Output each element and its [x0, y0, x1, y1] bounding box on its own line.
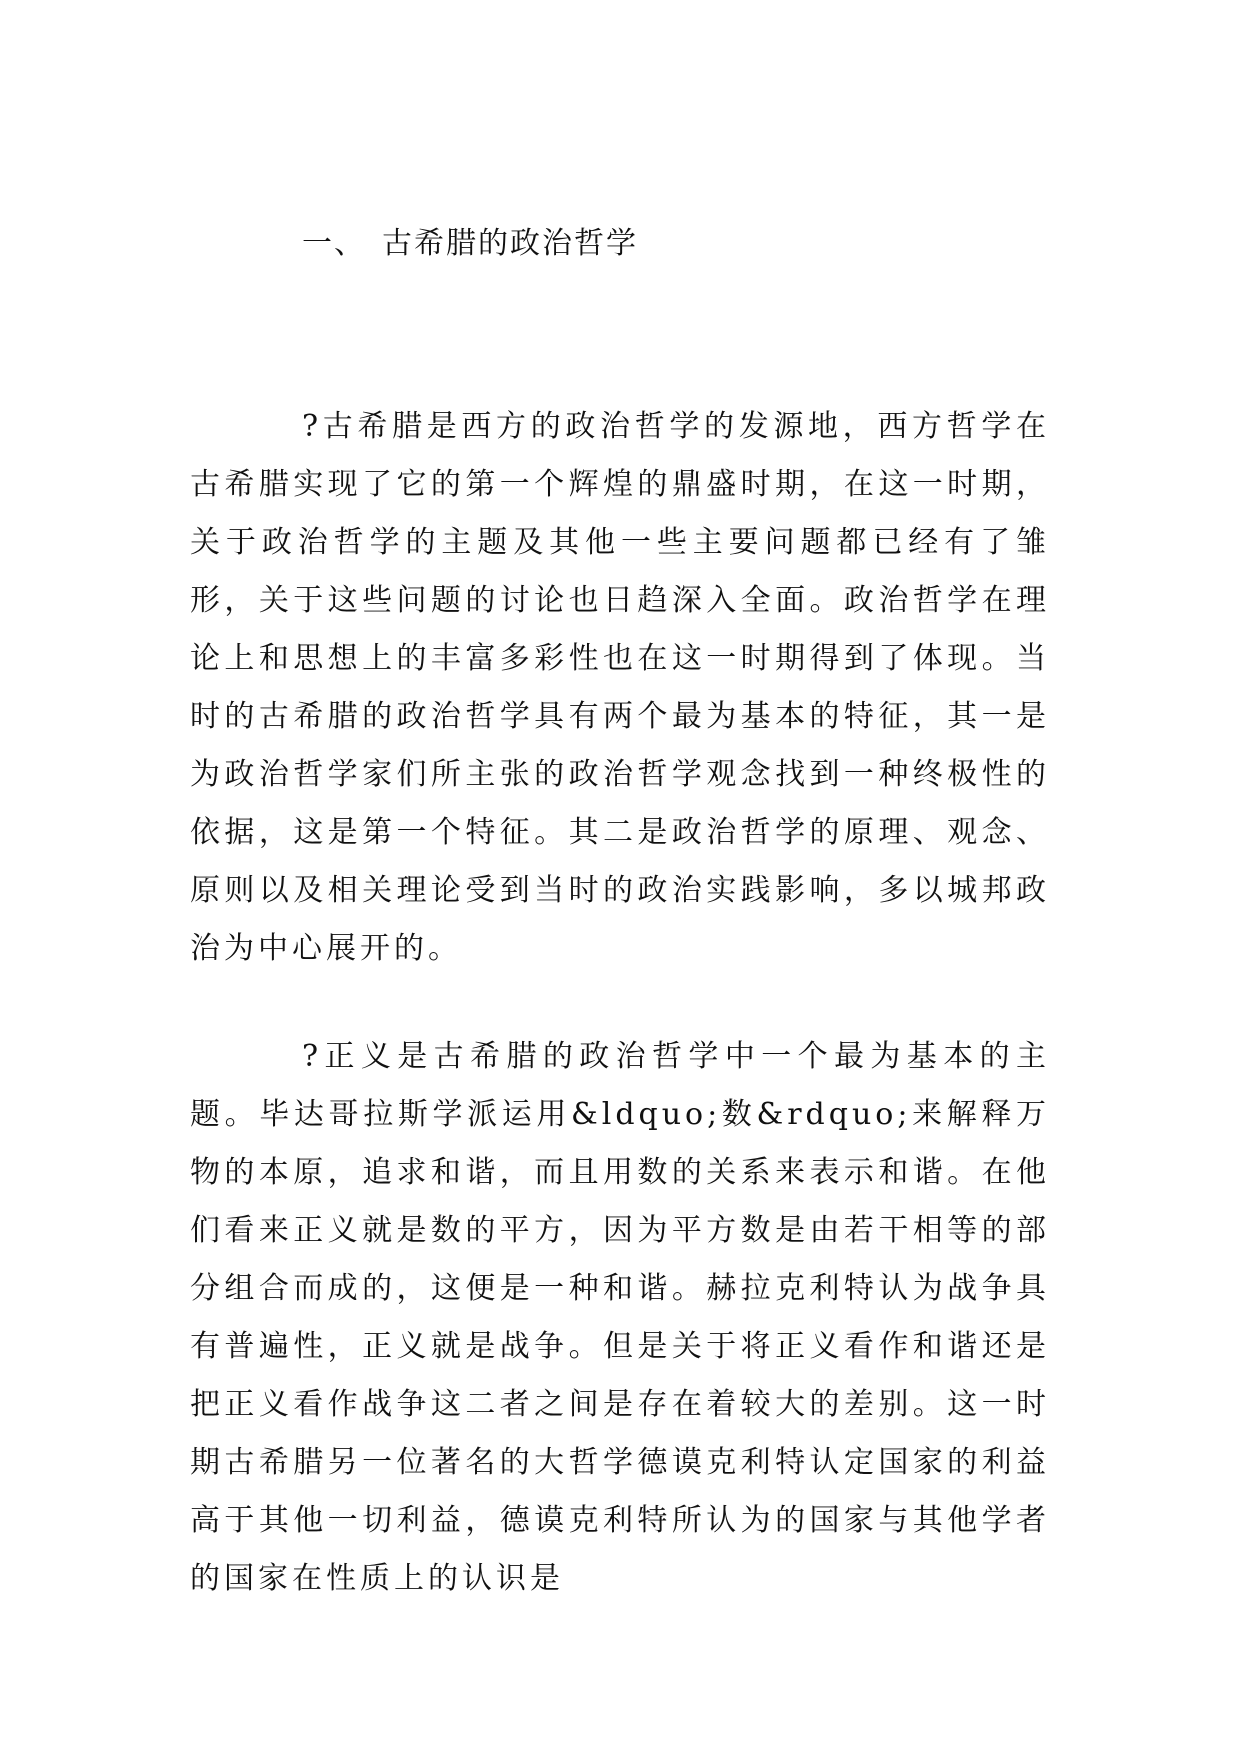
section-heading [302, 222, 638, 266]
section-number: 一、 [302, 226, 366, 261]
body-paragraph: ?正义是古希腊的政治哲学中一个最为基本的主题。毕达哥拉斯学派运用&ldquo;数&rdquo;来解释万物的本原，追求和谐，而且用数的关系来表示和谐。在他们看来正义就是数的平方，因为平方数是由若干相等的部分组合而成的，这便是一种和谐。赫拉克利特认为战争具有普遍性，正义就是战争。但是关于将正义看作和谐还是把正义看作战争这二者之间是存在着较大的差别。这一时期古希腊另一位著名的大哲学德谟克利特认定国家的利益高于其他一切利益，德谟克利特所认为的国家与其他学者的国家在性质上的认识是 [190, 1039, 1050, 1596]
body-paragraph: ?古希腊是西方的政治哲学的发源地，西方哲学在古希腊实现了它的第一个辉煌的鼎盛时期，在这一时期，关于政治哲学的主题及其他一些主要问题都已经有了雏形，关于这些问题的讨论也日趋深入全面。政治哲学在理论上和思想上的丰富多彩性也在这一时期得到了体现。当时的古希腊的政治哲学具有两个最为基本的特征，其一是为政治哲学家们所主张的政治哲学观念找到一种终极性的依据，这是第一个特征。其二是政治哲学的原理、观念、原则以及相关理论受到当时的政治实践影响，多以城邦政治为中心展开的。 [190, 409, 1050, 966]
section-title: 古希腊的政治哲学 [382, 226, 638, 261]
